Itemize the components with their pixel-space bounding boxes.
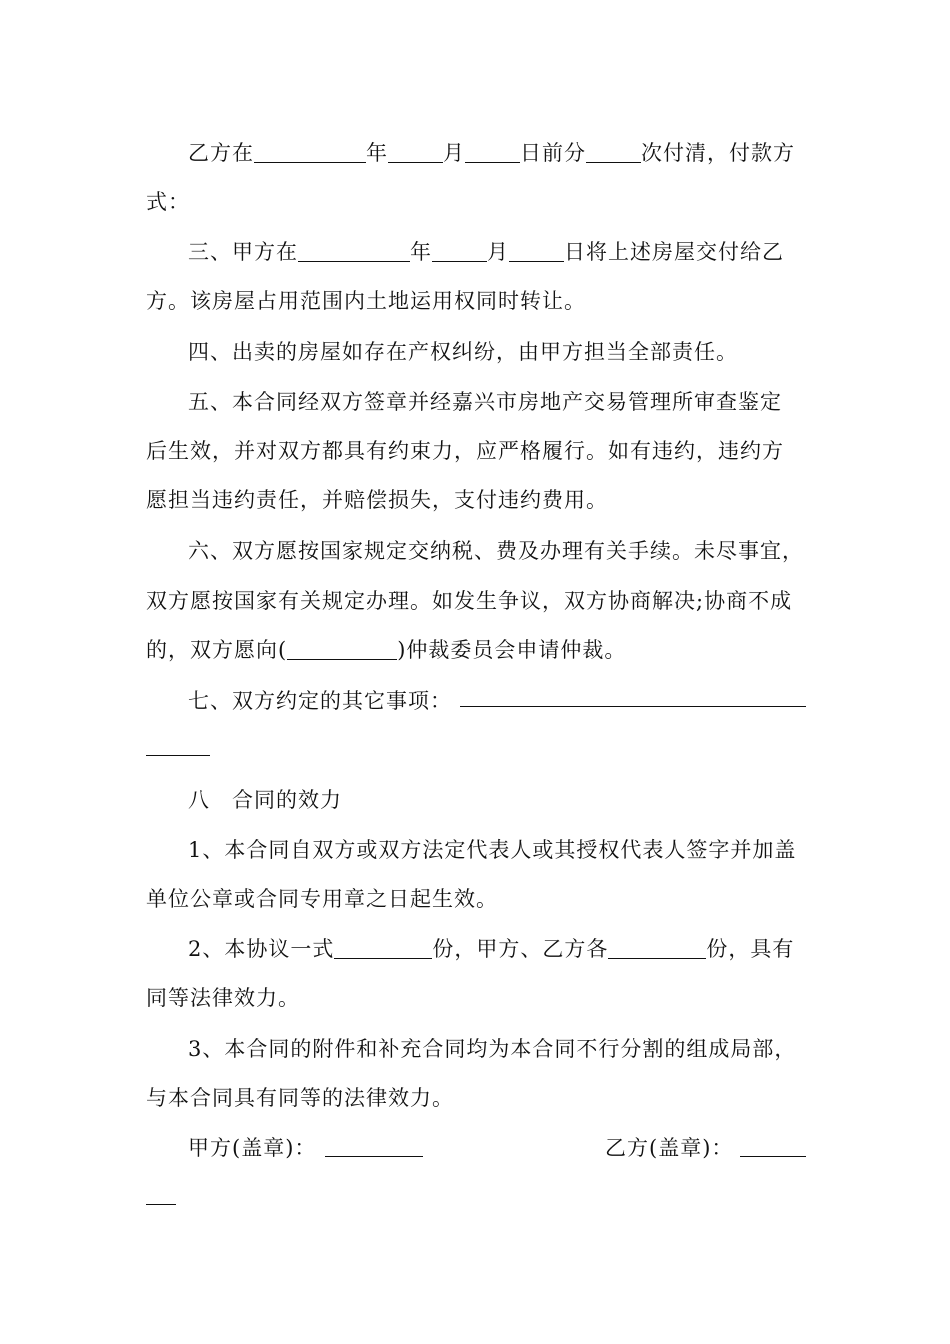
party-b-seal-blank-cont	[146, 1204, 176, 1205]
other-matters-blank-cont	[146, 755, 210, 756]
party-b-seal-blank	[740, 1156, 806, 1157]
annex-clause-line: 3、本合同的附件和补充合同均为本合同不行分割的组成局部，	[188, 1037, 797, 1061]
party-a-seal-label: 甲方(盖章)：	[188, 1136, 317, 1160]
text: 份，具有	[706, 937, 795, 961]
dispute-clause: 四、出卖的房屋如存在产权纠纷，由甲方担当全部责任。	[188, 340, 738, 364]
party-a-seal-blank	[325, 1156, 423, 1157]
text: 七、双方约定的其它事项：	[188, 689, 452, 713]
text: 年	[410, 240, 432, 264]
text: 的，双方愿向(	[146, 638, 288, 662]
text: 日将上述房屋交付给乙	[564, 240, 784, 264]
text: 2、本协议一式	[188, 937, 335, 961]
text: 乙方在	[188, 141, 254, 165]
year-blank	[254, 142, 366, 163]
copies-each-blank	[608, 938, 706, 959]
tax-clause-line: 双方愿按国家有关规定办理。如发生争议，双方协商解决;协商不成	[146, 589, 793, 613]
arbitration-blank	[287, 639, 397, 660]
text: 月	[487, 240, 509, 264]
text: 三、甲方在	[188, 240, 298, 264]
effect-clause-line: 后生效，并对双方都具有约束力，应严格履行。如有违约，违约方	[146, 439, 784, 463]
text: 月	[443, 141, 465, 165]
other-matters-line	[188, 688, 810, 714]
month-blank	[388, 142, 443, 163]
tax-clause-line: 六、双方愿按国家规定交纳税、费及办理有关手续。未尽事宜，	[188, 539, 804, 563]
text: )仲裁委员会申请仲裁。	[397, 638, 627, 662]
effective-clause-line: 单位公章或合同专用章之日起生效。	[146, 887, 498, 911]
text: 次付清，付款方	[641, 141, 795, 165]
other-matters-blank	[460, 706, 806, 707]
effect-clause-line: 五、本合同经双方签章并经嘉兴市房地产交易管理所审查鉴定	[188, 390, 782, 414]
delivery-clause-line	[188, 239, 810, 265]
day-blank	[465, 142, 520, 163]
delivery-clause-cont: 方。该房屋占用范围内土地运用权同时转让。	[146, 289, 586, 313]
section-heading: 八 合同的效力	[188, 788, 342, 812]
payment-terms-line	[188, 140, 810, 166]
payment-terms-cont: 式：	[146, 190, 190, 214]
effect-clause-line: 愿担当违约责任，并赔偿损失，支付违约费用。	[146, 488, 608, 512]
text: 年	[366, 141, 388, 165]
effective-clause-line: 1、本合同自双方或双方法定代表人或其授权代表人签字并加盖	[188, 838, 797, 862]
installments-blank	[586, 142, 641, 163]
text: 份，甲方、乙方各	[432, 937, 609, 961]
copies-blank	[334, 938, 432, 959]
text: 日前分	[520, 141, 586, 165]
year-blank	[298, 241, 410, 262]
arbitration-line	[146, 637, 810, 663]
month-blank	[432, 241, 487, 262]
annex-clause-line: 与本合同具有同等的法律效力。	[146, 1086, 454, 1110]
copies-clause-cont: 同等法律效力。	[146, 986, 300, 1010]
copies-clause-line	[188, 936, 810, 962]
party-b-seal-label: 乙方(盖章)：	[605, 1136, 734, 1160]
day-blank	[509, 241, 564, 262]
